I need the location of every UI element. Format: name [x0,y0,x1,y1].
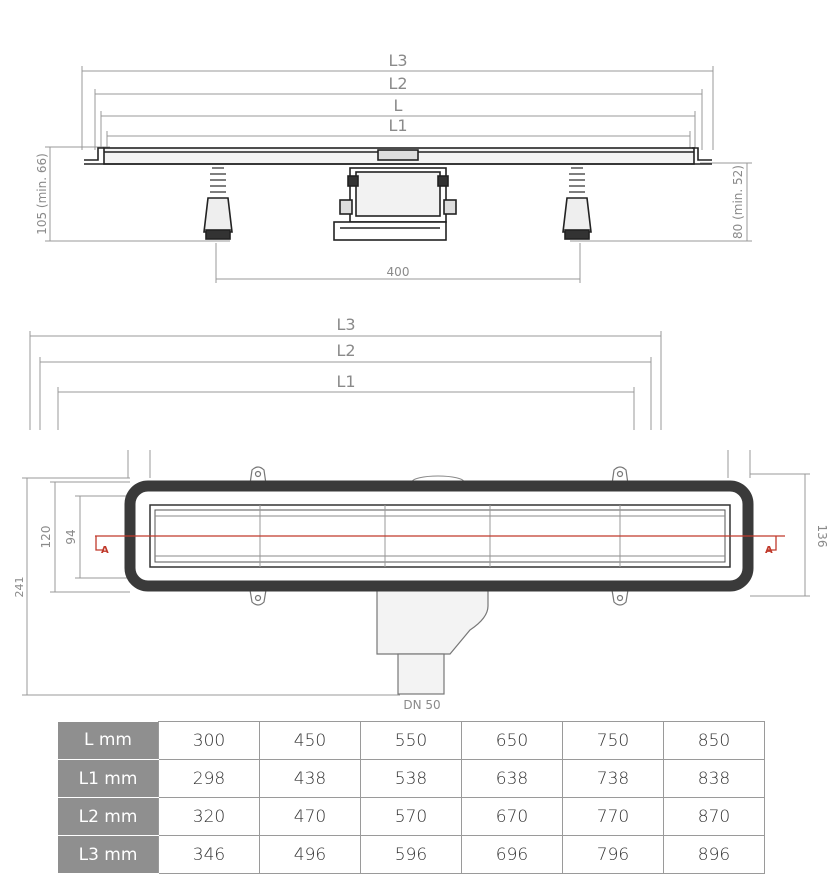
row-header: L1 mm [58,760,159,798]
table-cell: 738 [563,760,664,798]
row-header: L2 mm [58,798,159,836]
plan-view-body [95,467,785,694]
feet-spacing: 400 [386,265,410,279]
section-label-right: A [765,545,773,556]
table-cell: 538 [361,760,462,798]
side-view-labels [35,51,745,279]
side-dim-l: L [393,96,403,115]
table-cell: 550 [361,722,462,760]
table-cell: 750 [563,722,664,760]
row-header: L3 mm [58,836,159,874]
table-cell: 496 [260,836,361,874]
table-cell: 896 [664,836,765,874]
table-cell: 638 [462,760,563,798]
table-cell: 696 [462,836,563,874]
table-cell: 320 [159,798,260,836]
table-row [58,798,765,836]
table-cell: 470 [260,798,361,836]
side-height-right: 80 (min. 52) [731,165,745,239]
table-cell: 838 [664,760,765,798]
plan-dim-l2: L2 [336,341,356,360]
table-cell: 450 [260,722,361,760]
table-cell: 870 [664,798,765,836]
table-row [58,722,765,760]
table-cell: 850 [664,722,765,760]
plan-height-120: 120 [39,525,53,549]
plan-height-94: 94 [64,529,78,545]
table-cell: 438 [260,760,361,798]
side-dim-l2: L2 [388,74,408,93]
plan-height-136: 136 [815,524,829,548]
section-label-left: A [101,545,109,556]
side-view-body [84,148,712,240]
side-height-left: 105 (min. 66) [35,153,49,235]
side-dim-l3: L3 [388,51,408,70]
dimension-table [58,721,765,874]
table-cell: 596 [361,836,462,874]
table-cell: 650 [462,722,563,760]
plan-height-241: 241 [13,576,26,598]
side-dim-l1: L1 [388,116,408,135]
table-cell: 796 [563,836,664,874]
table-cell: 670 [462,798,563,836]
plan-dim-l3: L3 [336,315,356,334]
table-cell: 346 [159,836,260,874]
table-row [58,760,765,798]
table-row [58,836,765,874]
table-cell: 770 [563,798,664,836]
plan-dim-l1: L1 [336,372,356,391]
table-cell: 300 [159,722,260,760]
table-cell: 570 [361,798,462,836]
outlet-label: DN 50 [403,698,441,712]
row-header: L mm [58,722,159,760]
table-cell: 298 [159,760,260,798]
